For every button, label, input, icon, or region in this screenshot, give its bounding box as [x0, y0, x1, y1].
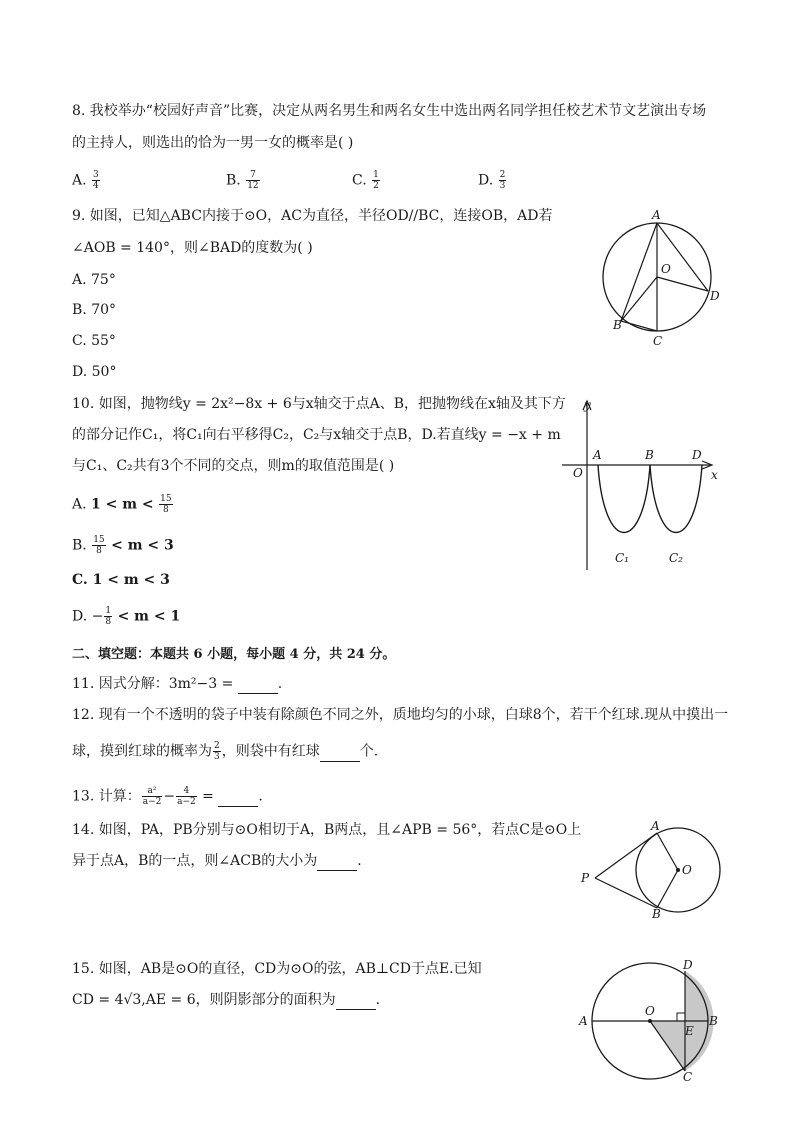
q10-label-y: y: [584, 398, 591, 412]
q14-label-o: O: [682, 863, 692, 877]
q14-blank[interactable]: [317, 856, 357, 871]
q14-line1: 14. 如图，PA，PB分别与⊙O相切于A，B两点，且∠APB = 56°，若点C是⊙O上: [72, 822, 582, 838]
q13-blank[interactable]: [218, 792, 258, 807]
q10-line3: 与C₁、C₂共有3个不同的交点，则m的取值范围是( ): [72, 458, 395, 474]
q10-figure: [560, 395, 730, 575]
q9-line2: ∠AOB = 140°，则∠BAD的度数为( ): [72, 240, 313, 256]
q10-line2: 的部分记作C₁，将C₁向右平移得C₂，C₂与x轴交于点B，D.若直线y = −x + m: [72, 427, 561, 443]
q10-label-x: x: [711, 468, 718, 482]
q15-label-o: O: [645, 1004, 655, 1018]
q12-line1: 12. 现有一个不透明的袋子中装有除颜色不同之外，质地均匀的小球，白球8个，若干个红球.现从中摸出一: [72, 707, 729, 723]
q9-option-a: A. 75°: [72, 272, 116, 288]
q10-label-o: O: [573, 466, 583, 480]
q9-figure: [590, 205, 730, 350]
q15-label-c: C: [683, 1070, 693, 1084]
q9-label-c: C: [653, 334, 663, 348]
q14-line2: 异于点A，B的一点，则∠ACB的大小为 .: [72, 853, 362, 869]
q9-option-b: B. 70°: [72, 302, 117, 318]
q9-label-o: O: [661, 262, 671, 276]
q13: 13. 计算： $\frac{\text{a²}}{a-2}$ − $\frac{4}{a-2}$ = .: [72, 786, 263, 807]
q10-option-b: B. $\frac{15}{8}$ < m < 3: [72, 535, 174, 556]
q11: 11. 因式分解：3m²−3 = .: [72, 676, 283, 692]
q9-label-b: B: [613, 318, 622, 332]
q15-label-b: B: [709, 1014, 718, 1028]
q8-line1: 8. 我校举办“校园好声音”比赛，决定从两名男生和两名女生中选出两名同学担任校艺术节文艺演出专场: [72, 103, 707, 119]
q15-blank[interactable]: [336, 995, 376, 1010]
q9-option-c: C. 55°: [72, 333, 116, 349]
q10-label-d: D: [692, 448, 702, 462]
q9-label-a: A: [652, 208, 661, 222]
section-2-heading: 二、填空题：本题共 6 小题，每小题 4 分，共 24 分。: [72, 647, 396, 662]
q8-option-b: B. $\frac{7}{12}$: [226, 170, 259, 191]
q10-option-d: D. − $\frac{1}{8}$ < m < 1: [72, 606, 181, 627]
q8-option-d: D. $\frac{2}{3}$: [478, 170, 506, 191]
q10-label-c1: C₁: [615, 551, 629, 565]
q9-option-d: D. 50°: [72, 364, 117, 380]
q14-label-b: B: [652, 907, 661, 921]
q10-option-a: A. 1 < m < $\frac{15}{8}$: [72, 494, 172, 515]
q8-option-c: C. $\frac{1}{2}$: [352, 170, 379, 191]
q15-label-d: D: [683, 958, 693, 972]
q14-label-p: P: [581, 871, 590, 885]
q14-figure: [575, 818, 725, 928]
q12-blank[interactable]: [320, 747, 360, 762]
q11-blank[interactable]: [238, 679, 278, 694]
q8-line2: 的主持人，则选出的恰为一男一女的概率是( ): [72, 135, 354, 151]
q9-line1: 9. 如图，已知△ABC内接于⊙O，AC为直径，半径OD//BC，连接OB，AD若: [72, 208, 553, 224]
q15-figure: [575, 955, 725, 1085]
q15-line1: 15. 如图，AB是⊙O的直径，CD为⊙O的弦，AB⊥CD于点E.已知: [72, 961, 482, 977]
q10-option-c: C. 1 < m < 3: [72, 572, 170, 588]
q9-label-d: D: [710, 289, 720, 303]
q14-label-a: A: [651, 819, 660, 833]
q12-line2: 球，摸到红球的概率为 $\frac{2}{3}$ ，则袋中有红球 个.: [72, 741, 379, 762]
q15-line2: CD = 4√3,AE = 6，则阴影部分的面积为 .: [72, 992, 381, 1008]
q15-label-e: E: [685, 1024, 694, 1038]
q10-label-a: A: [593, 448, 602, 462]
q10-label-b: B: [645, 448, 654, 462]
q10-label-c2: C₂: [669, 551, 683, 565]
q10-line1: 10. 如图，抛物线y = 2x²−8x + 6与x轴交于点A、B，把抛物线在x轴及其下方: [72, 396, 566, 412]
q8-option-a: A. $\frac{3}{4}$: [72, 170, 99, 191]
q15-label-a: A: [579, 1014, 588, 1028]
